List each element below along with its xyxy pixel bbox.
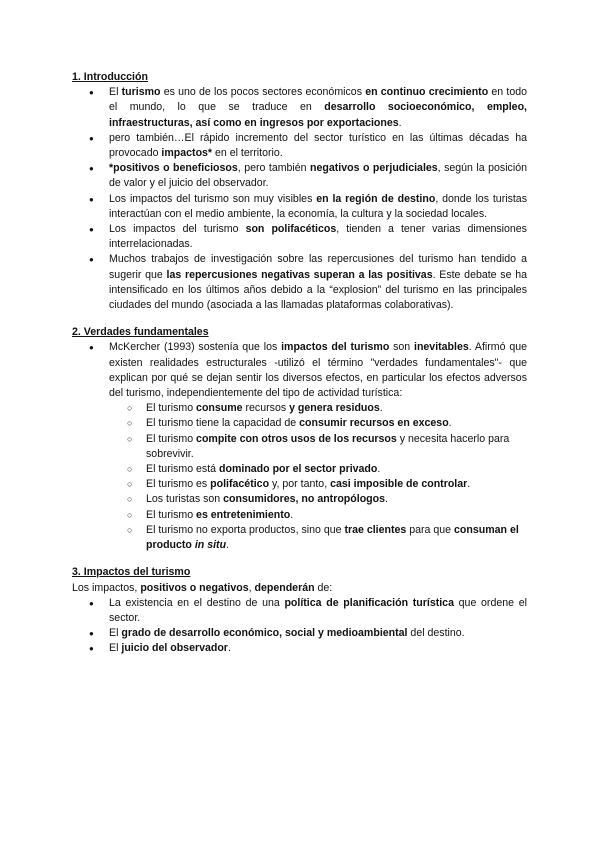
text-run: Los turistas son [146, 493, 224, 506]
section-introduccion [72, 70, 527, 313]
paragraph-text [72, 581, 527, 596]
bold-text: las repercusiones negativas superan a las positivas [166, 268, 433, 281]
section-heading: 2. Verdades fundamentales [72, 326, 209, 339]
text-run: . [379, 402, 383, 415]
bullet-list [72, 340, 527, 553]
bold-text: inevitables [414, 341, 469, 354]
bold-text: turismo [121, 86, 161, 99]
bullet-list [72, 596, 527, 657]
list-item [72, 222, 527, 252]
bold-text: en la región de destino [316, 192, 436, 205]
text-run: en el territorio. [212, 147, 283, 160]
list-item [72, 477, 527, 492]
bullet-list [72, 85, 527, 313]
text-run: recursos [242, 402, 290, 415]
list-item [72, 161, 527, 191]
text-run: y, por tanto, [269, 478, 331, 491]
section-impactos-del-turismo [72, 565, 527, 656]
text-run: . [385, 493, 388, 506]
bold-text: trae clientes [344, 523, 407, 536]
text-run: El [109, 642, 122, 655]
text-run: . Este debate se ha intensificado en los últimos años debido a la “explosion” del turismo en las principales ciudades del mundo (asociada a las llamadas plataformas colaborativas). [109, 268, 527, 312]
text-run: Los impactos del turismo son muy visibles [109, 192, 317, 205]
text-run: . [377, 463, 381, 476]
bold-text: desarrollo socioeconómico, empleo, infraestructuras, así como en ingresos por exportaciones [109, 101, 527, 129]
list-item [72, 492, 527, 507]
list-item [72, 131, 527, 161]
bold-text: consumidores, no antropólogos [223, 493, 385, 506]
text-run: es uno de los pocos sectores económicos [160, 86, 366, 99]
bold-text: dependerán [254, 581, 315, 594]
bold-text: es entretenimiento [196, 508, 291, 521]
text-run: El turismo [146, 402, 197, 415]
list-item [72, 523, 527, 553]
text-run: y necesita hacerlo para sobrevivir. [146, 432, 510, 460]
bold-text: positivos o negativos [140, 581, 249, 594]
bold-text: casi imposible de controlar [330, 478, 468, 491]
text-run: del destino. [407, 627, 465, 640]
list-item [72, 340, 527, 553]
section-verdades-fundamentales [72, 325, 527, 553]
text-run: McKercher (1993) sostenía que los [109, 341, 282, 354]
text-run: Los impactos del turismo [109, 223, 246, 236]
bold-text: y genera residuos [289, 402, 380, 415]
text-run: en todo el mundo, lo que se traduce en [109, 86, 527, 114]
text-run: . [290, 508, 294, 521]
text-run: El turismo está [146, 463, 220, 476]
bold-text: son polifacéticos [245, 223, 337, 236]
list-item [72, 596, 527, 626]
text-run: para que [406, 523, 455, 536]
text-run: El turismo [146, 508, 197, 521]
text-run: El turismo es [146, 478, 211, 491]
text-run: pero también…El rápido incremento del sector turístico en las últimas décadas ha provocado [109, 131, 527, 160]
bold-text: polifacético [210, 478, 270, 491]
text-run: El [109, 86, 122, 99]
text-run: . Afirmó que existen realidades estructurales -utilizó el término "verdades fundamentales"- que explican por qué se dejan sentir los diversos efectos, en particular los efectos adversos del turismo, independientemente del tipo de actividad turística: [109, 341, 527, 400]
text-run: , según la posición de valor y el juicio del observador. [109, 162, 527, 190]
text-run: . [226, 539, 229, 552]
text-run: Muchos trabajos de investigación sobre las repercusiones del turismo han tendido a sugerir que [109, 253, 527, 281]
text-run: . [398, 116, 402, 129]
text-run: . [467, 478, 471, 491]
bold-text: consuman el producto [146, 523, 519, 552]
text-run: La existencia en el destino de una [109, 596, 285, 609]
list-item [72, 192, 527, 222]
list-item [72, 626, 527, 641]
list-item [72, 641, 527, 656]
text-run: , [248, 581, 255, 594]
text-run: de: [314, 581, 333, 594]
text-run: El turismo [146, 432, 197, 445]
bold-text: en continuo crecimiento [365, 86, 489, 99]
bold-text: impactos del turismo [281, 341, 390, 354]
text-run: , pero también [237, 162, 311, 175]
section-heading: 3. Impactos del turismo [72, 566, 191, 579]
text-run: , tienden a tener varias dimensiones interrelacionadas. [109, 223, 527, 251]
text-run: que ordene el sector. [109, 596, 527, 624]
bold-text: política de planificación turística [284, 596, 454, 609]
bold-text: dominado por el sector privado [219, 463, 378, 476]
text-run: , donde los turistas interactúan con el medio ambiente, la economía, la cultura y la sociedad locales. [109, 192, 528, 220]
bold-text: juicio del observador [121, 642, 228, 655]
bold-text: in situ [194, 539, 227, 552]
bold-text: *positivos o beneficiosos [109, 162, 238, 175]
list-item [72, 252, 527, 313]
list-item [72, 85, 527, 131]
list-item [72, 416, 527, 431]
text-run: El turismo no exporta productos, sino que [146, 523, 345, 536]
bold-text: grado de desarrollo económico, social y medioambiental [121, 627, 408, 640]
section-heading: 1. Introducción [72, 71, 148, 83]
list-item [72, 401, 527, 416]
sub-bullet-list [109, 401, 527, 553]
paragraph-text [109, 341, 527, 399]
list-item [72, 462, 527, 477]
bold-text: impactos* [161, 147, 213, 160]
bold-text: consumir recursos en exceso [299, 417, 449, 430]
document-page [72, 70, 527, 669]
text-run: El turismo tiene la capacidad de [146, 417, 300, 430]
text-run: Los impactos, [72, 581, 141, 594]
bold-text: negativos o perjudiciales [310, 162, 438, 175]
text-run: . [448, 417, 452, 430]
text-run: . [227, 642, 231, 655]
text-run: El [109, 627, 122, 640]
bold-text: consume [196, 402, 243, 415]
text-run: son [389, 341, 414, 354]
list-item [72, 508, 527, 523]
bold-text: compite con otros usos de los recursos [196, 432, 397, 445]
list-item [72, 432, 527, 462]
